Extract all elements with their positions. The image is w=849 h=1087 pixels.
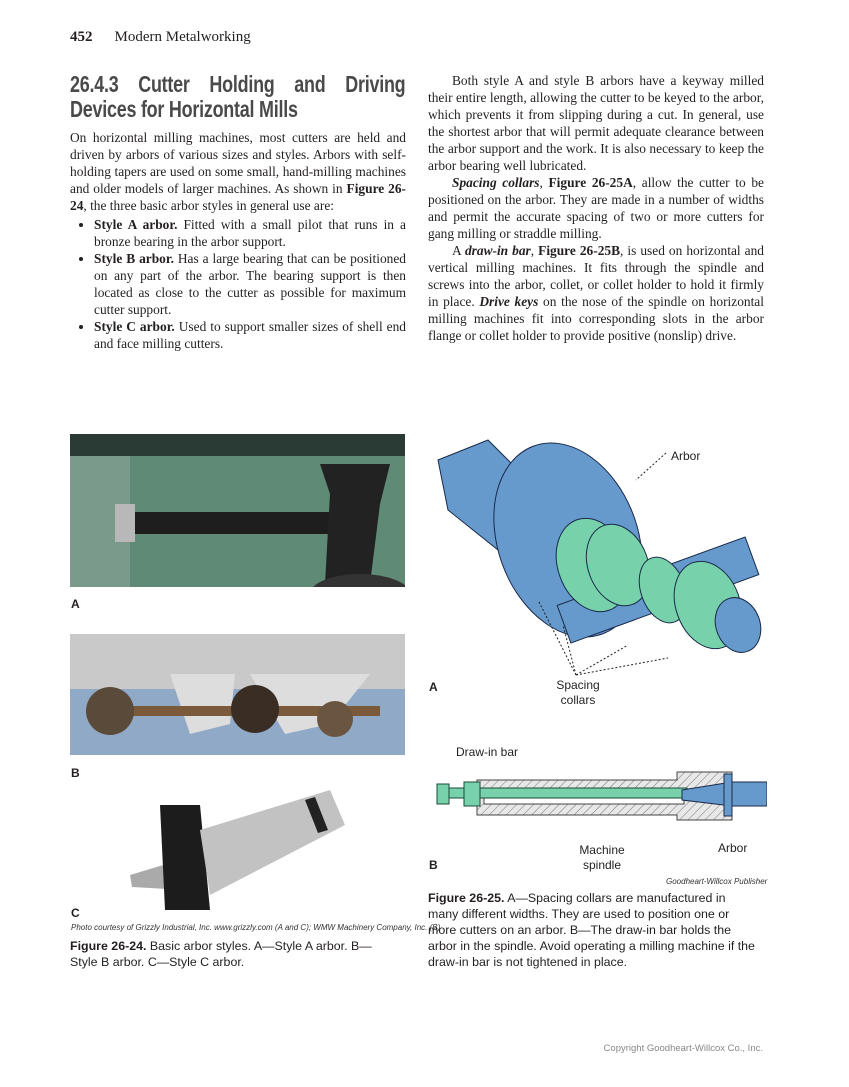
paragraph: A draw-in bar, Figure 26-25B, is used on horizontal and vertical milling machines. It fits through the spindle and screws into the arbor, collet, or collet holder to hold it firmly in place. Drive keys on the nose of the spindle on horizontal milling machines fit into corresponding slots in the arbor flange or collet holder to provide positive (nonslip) drive. [428,243,765,343]
left-column [70,72,406,352]
photo-style-c-arbor [70,785,405,915]
arbor-style-list [70,216,406,352]
fig24-label-b: B [71,766,80,780]
draw-in-bar-callout: Draw-in bar [456,745,519,759]
intro-paragraph: On horizontal milling machines, most cutters are held and driven by arbors of various sizes and styles. Arbors with self-holding tapers are used on some small, hand-milling machines and older models of larger machines. As shown in Figure 26-24, the three basic arbor styles in general use are: [70,130,407,213]
fig24-label-a: A [71,597,80,611]
spacing-collars-diagram [428,430,768,680]
figure-ref: Figure 26-24 [70,181,407,213]
photo-credit: Photo courtesy of Grizzly Industrial, Inc. www.grizzly.com (A and C); WMW Machinery Company, Inc. (B) [71,923,441,932]
fig25-label-b: B [429,858,438,872]
photo-style-a-arbor [70,434,405,587]
figure-26-24-caption: Figure 26-24. Basic arbor styles. A—Style A arbor. B—Style B arbor. C—Style C arbor. [70,939,372,969]
list-item: • Style A arbor. Fitted with a small pilot that runs in a bronze bearing in the arbor support. [94,216,406,250]
spacing-collars-callout: Spacing collars [556,678,600,707]
machine-spindle-callout: Machine spindle [579,843,625,872]
list-item: • Style B arbor. Has a large bearing that can be positioned on any part of the arbor. The bearing support is then located as close to the cutter as possible for maximum cutter support. [94,250,406,318]
fig24-label-c: C [71,906,80,920]
fig25-label-a: A [429,680,438,694]
page-number: 452 [70,29,93,45]
draw-in-bar-diagram [432,770,767,830]
photo-style-b-arbor [70,634,405,755]
running-header [70,29,251,46]
copyright: Copyright Goodheart-Willcox Co., Inc. [603,1043,763,1054]
publisher-credit: Goodheart-Willcox Publisher [666,877,768,886]
right-column [428,72,764,344]
list-item: • Style C arbor. Used to support smaller sizes of shell end and face milling cutters. [94,318,406,352]
arbor-callout-a: Arbor [671,449,701,463]
figure-26-25-caption: Figure 26-25. A—Spacing collars are manufactured in many different widths. They are used to position one or more cutters on an arbor. B—The draw-in bar holds the arbor in the spindle. Avoid operating a milling machine if the draw-in bar is not tightened in place. [428,891,755,969]
arbor-callout-b: Arbor [718,841,748,855]
book-title: Modern Metalworking [114,29,251,45]
paragraph: Both style A and style B arbors have a keyway milled their entire length, allowing the cutter to be keyed to the arbor, which prevents it from slipping during a cut. In general, use the shortest arbor that will permit adequate clearance between the arbor support and the work. It is also necessary to keep the arbor bearing well lubricated. [428,73,764,173]
section-heading: 26.4.3 Cutter Holding and Driving Devices for Horizontal Mills [70,71,406,122]
paragraph: Spacing collars, Figure 26-25A, allow the cutter to be positioned on the arbor. They are made in a number of widths and permit the accurate spacing of two or more cutters for gang milling or straddle milling. [428,175,764,241]
